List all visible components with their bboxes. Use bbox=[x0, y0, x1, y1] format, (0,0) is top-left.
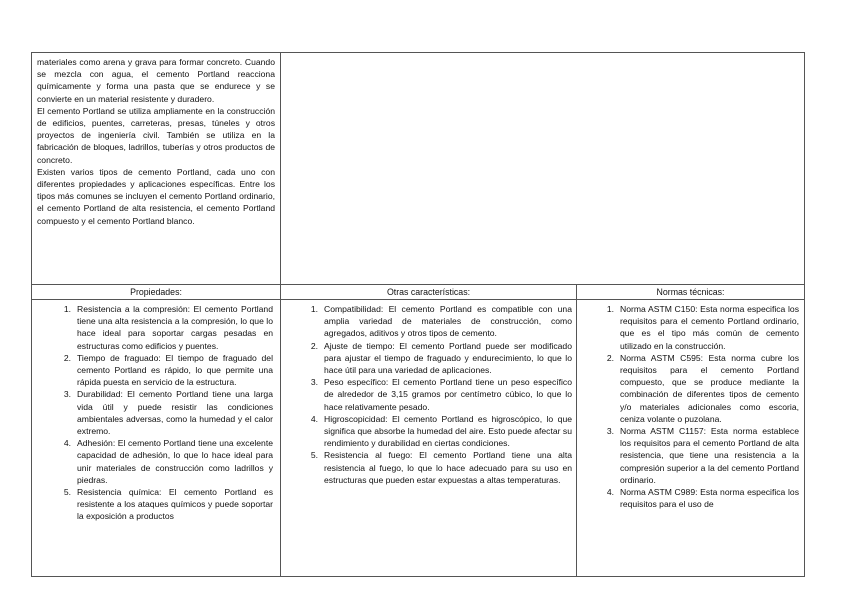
column-divider-2 bbox=[576, 284, 577, 577]
list-item bbox=[598, 486, 799, 510]
list-number: 5. bbox=[310, 450, 318, 461]
list-text: Ajuste de tiempo: El cemento Portland puede ser modificado para ajustar el tiempo de fraguado y endurecimiento, lo que lo hace útil para una variedad de aplicaciones. bbox=[324, 340, 572, 376]
list-item bbox=[302, 340, 572, 377]
empty-cell bbox=[282, 56, 802, 282]
list-number: 2. bbox=[310, 340, 318, 351]
intro-cell bbox=[37, 56, 275, 282]
list-text: Norma ASTM C1157: Esta norma establece los requisitos para el cemento Portland de alta resistencia, que tiene una resistencia a la compresión superior a la del cemento Portland ordinario. bbox=[620, 426, 799, 485]
list-item bbox=[598, 425, 799, 486]
intro-paragraph: El cemento Portland se utiliza ampliamente en la construcción de edificios, puentes, carreteras, presas, túneles y otros proyectos de ingeniería civil. También se utiliza en la fabricación de bloques, ladrillos, tuberías y otros productos de concreto. bbox=[37, 105, 275, 165]
header-propiedades: Propiedades: bbox=[130, 287, 182, 297]
list-item bbox=[302, 303, 572, 340]
list-text: Resistencia al fuego: El cemento Portland tiene una alta resistencia al fuego, lo que lo hace adecuado para su uso en estructuras que pueden estar expuestas a altas temperaturas. bbox=[324, 450, 572, 485]
propiedades-list bbox=[55, 303, 273, 523]
header-otras-caracteristicas: Otras características: bbox=[386, 287, 471, 297]
list-text: Norma ASTM C595: Esta norma cubre los requisitos para el cemento Portland compuesto, que se produce mediante la combinación de diferentes tipos de cemento y/o materiales adicionales como escoria, ceniza volante o puzolana. bbox=[620, 352, 799, 424]
list-text: Higroscopicidad: El cemento Portland es higroscópico, lo que significa que absorbe la humedad del aire. Esto puede afectar su rendimiento y durabilidad en ciertas condiciones. bbox=[324, 413, 572, 449]
list-number: 3. bbox=[63, 389, 71, 400]
list-text: Norma ASTM C989: Esta norma especifica los requisitos para el uso de bbox=[620, 487, 799, 510]
column-divider-1 bbox=[280, 52, 281, 577]
otras-caracteristicas-list bbox=[302, 303, 572, 486]
list-number: 1. bbox=[606, 304, 614, 314]
content-table bbox=[31, 52, 805, 577]
list-number: 4. bbox=[310, 413, 318, 424]
list-number: 3. bbox=[310, 377, 318, 388]
row-divider-2 bbox=[31, 299, 805, 300]
otras-caracteristicas-cell bbox=[302, 303, 572, 575]
header-normas-tecnicas: Normas técnicas: bbox=[656, 287, 725, 297]
list-text: Peso específico: El cemento Portland tiene un peso específico de alrededor de 3,15 gramos por centímetro cúbico, lo que lo hace relativamente pesado. bbox=[324, 377, 572, 412]
list-number: 1. bbox=[63, 304, 71, 314]
list-item bbox=[55, 437, 273, 486]
intro-paragraph: Existen varios tipos de cemento Portland, cada uno con diferentes propiedades y aplicaciones específicas. Entre los tipos más comunes se incluyen el cemento Portland ordinario, el cemento Portland de alta resistencia, el cemento Portland compuesto y el cemento Portland blanco. bbox=[37, 166, 275, 226]
list-item bbox=[302, 449, 572, 486]
list-text: Norma ASTM C150: Esta norma especifica los requisitos para el cemento Portland ordinario, que es el tipo más común de cemento utilizado en la construcción. bbox=[620, 304, 799, 351]
table-border-bottom bbox=[31, 576, 805, 577]
list-number: 1. bbox=[310, 304, 318, 314]
list-text: Resistencia química: El cemento Portland es resistente a los ataques químicos y puede soportar la exposición a productos bbox=[77, 487, 273, 522]
list-item bbox=[55, 388, 273, 437]
list-text: Resistencia a la compresión: El cemento Portland tiene una alta resistencia a la compresión, lo que lo hace ideal para soportar cargas pesadas en estructuras como edificios y puentes. bbox=[77, 304, 273, 351]
list-item bbox=[598, 352, 799, 425]
list-item bbox=[302, 413, 572, 450]
list-number: 4. bbox=[63, 438, 71, 449]
table-border-left bbox=[31, 52, 32, 577]
table-border-top bbox=[31, 52, 805, 53]
list-item bbox=[55, 486, 273, 523]
row-divider-1 bbox=[31, 284, 805, 285]
list-text: Durabilidad: El cemento Portland tiene una larga vida útil y puede resistir las condiciones ambientales adversas, como la humedad y el calor extremo. bbox=[77, 389, 273, 437]
list-text: Compatibilidad: El cemento Portland es compatible con una amplia variedad de materiales de construcción, como agregados, aditivos y otros tipos de cemento. bbox=[324, 304, 572, 339]
list-item bbox=[302, 376, 572, 413]
list-item bbox=[55, 352, 273, 389]
list-number: 2. bbox=[63, 352, 71, 363]
propiedades-cell bbox=[55, 303, 273, 575]
list-number: 2. bbox=[606, 352, 614, 363]
table-border-right bbox=[804, 52, 805, 577]
list-number: 3. bbox=[606, 426, 614, 437]
list-number: 5. bbox=[63, 487, 71, 498]
list-item bbox=[598, 303, 799, 352]
list-text: Tiempo de fraguado: El tiempo de fraguado del cemento Portland es rápido, lo que permite una rápida puesta en servicio de la estructura. bbox=[77, 352, 273, 388]
list-item bbox=[55, 303, 273, 352]
list-text: Adhesión: El cemento Portland tiene una excelente capacidad de adhesión, lo que lo hace ideal para unir materiales de construcción como ladrillos y piedras. bbox=[77, 438, 273, 485]
intro-paragraph: materiales como arena y grava para formar concreto. Cuando se mezcla con agua, el cemento Portland reacciona químicamente y forma una pasta que se endurece y se convierte en un material resistente y duradero. bbox=[37, 57, 275, 104]
normas-tecnicas-cell bbox=[598, 303, 799, 575]
list-number: 4. bbox=[606, 487, 614, 498]
normas-tecnicas-list bbox=[598, 303, 799, 510]
